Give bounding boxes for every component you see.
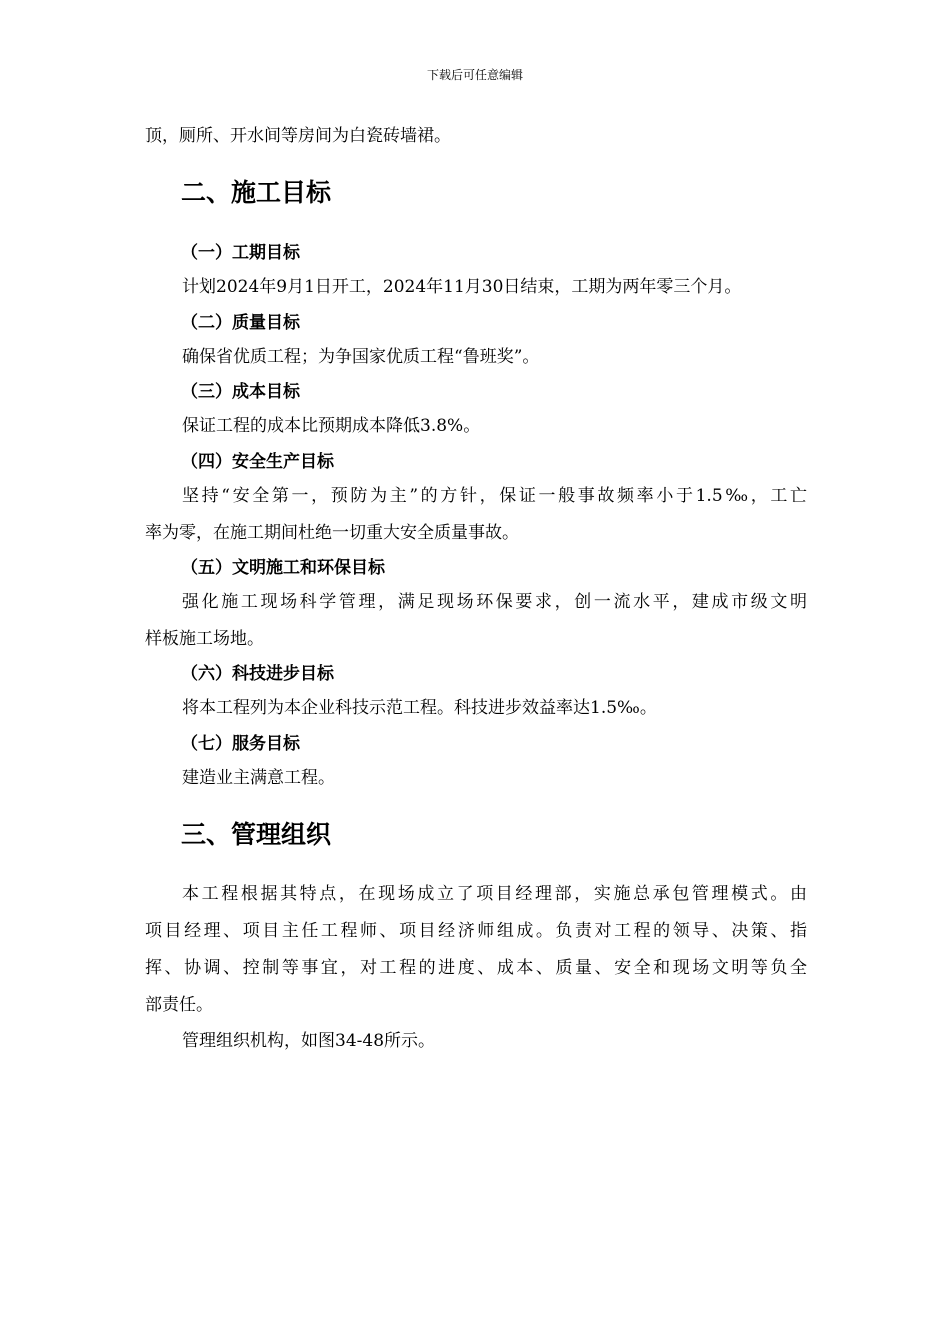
section-heading-construction-goals: 二、施工目标 — [181, 178, 332, 207]
schedule-goal-text: 计划2024年9月1日开工，2024年11月30日结束，工期为两年零三个月。 — [182, 277, 742, 297]
organization-text-line-4: 部责任。 — [145, 995, 213, 1015]
subheading-cost-goal: （三）成本目标 — [181, 382, 300, 402]
cost-goal-text: 保证工程的成本比预期成本降低3.8%。 — [182, 416, 481, 436]
page-header-note: 下载后可任意编辑 — [426, 68, 523, 82]
civilized-goal-text-line-1: 强化施工现场科学管理，满足现场环保要求，创一流水平，建成市级文明 — [182, 592, 807, 612]
civilized-goal-text-line-2: 样板施工场地。 — [145, 629, 264, 649]
organization-text-line-1: 本工程根据其特点，在现场成立了项目经理部，实施总承包管理模式。由 — [182, 884, 807, 904]
subheading-service-goal: （七）服务目标 — [181, 734, 300, 754]
safety-goal-text-line-1: 坚持“安全第一，预防为主”的方针，保证一般事故频率小于1.5‰，工亡 — [182, 486, 807, 506]
safety-goal-text-line-2: 率为零，在施工期间杜绝一切重大安全质量事故。 — [145, 523, 519, 543]
organization-text-line-3: 挥、协调、控制等事宜，对工程的进度、成本、质量、安全和现场文明等负全 — [145, 958, 807, 978]
organization-figure-reference: 管理组织机构，如图34-48所示。 — [182, 1031, 436, 1051]
subheading-quality-goal: （二）质量目标 — [181, 313, 300, 333]
subheading-safety-goal: （四）安全生产目标 — [181, 452, 334, 472]
subheading-civilized-construction-goal: （五）文明施工和环保目标 — [181, 558, 385, 578]
section-heading-management-organization: 三、管理组织 — [181, 820, 332, 849]
subheading-technology-goal: （六）科技进步目标 — [181, 664, 334, 684]
quality-goal-text: 确保省优质工程；为争国家优质工程“鲁班奖”。 — [182, 347, 540, 367]
organization-text-line-2: 项目经理、项目主任工程师、项目经济师组成。负责对工程的领导、决策、指 — [145, 921, 807, 941]
service-goal-text: 建造业主满意工程。 — [182, 768, 335, 788]
subheading-schedule-goal: （一）工期目标 — [181, 243, 300, 263]
technology-goal-text: 将本工程列为本企业科技示范工程。科技进步效益率达1.5‰。 — [182, 698, 657, 718]
paragraph-continuation: 顶，厕所、开水间等房间为白瓷砖墙裙。 — [145, 126, 451, 146]
